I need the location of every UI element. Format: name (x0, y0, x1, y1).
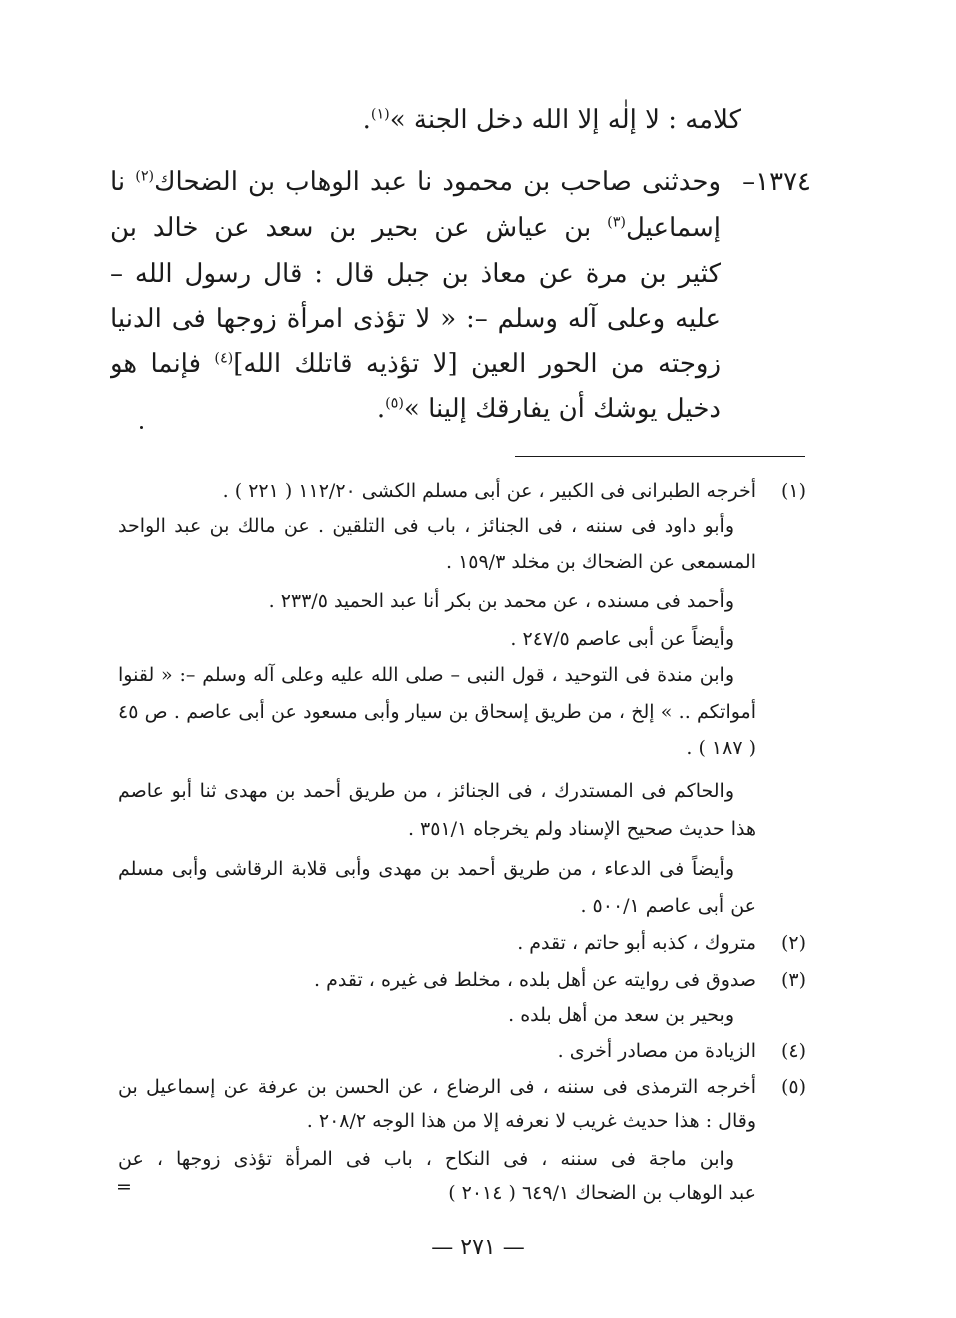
footnote-1-line-2: وأبو داود فى سننه ، فى الجنائز ، باب فى التلقين . عن مالك بن عبد الواحد (118, 515, 734, 537)
footnote-label-3: (٣) (780, 969, 806, 991)
footnote-1-line-5: وأيضاً عن أبى عاصم ٢٤٧/٥ . (510, 628, 734, 650)
footnote-label-2: (٢) (780, 932, 806, 954)
footnote-1-line-10: هذا حديث صحيح الإسناد ولم يخرجاه ٣٥١/١ . (407, 818, 756, 840)
footnote-separator (515, 456, 805, 457)
footnote-5-line-4: عبد الوهاب بن الضحاك ٦٤٩/١ ( ٢٠١٤ ) (448, 1182, 756, 1204)
footnote-1-line-9: والحاكم فى المستدرك ، فى الجنائز ، من طريق أحمد بن مهدى ثنا أبو عاصم (118, 780, 734, 802)
main-text-segment: . (376, 394, 386, 424)
footnote-1-line-1: أخرجه الطبرانى فى الكبير ، عن أبى مسلم الكشى ١١٢/٢٠ ( ٢٢١ ) . (222, 480, 756, 502)
main-text-segment: وحدثنى صاحب بن محمود نا عبد الوهاب بن الضحاك (154, 167, 721, 197)
page-number: — ٢٧١ — (431, 1235, 525, 1260)
main-line-4: كثير بن مرة عن معاذ بن جبل قال : قال رسول الله – (110, 259, 721, 289)
footnote-5-line-1: أخرجه الترمذى فى سننه ، فى الرضاع ، عن الحسن بن عرفة عن إسماعيل بن (118, 1076, 756, 1098)
footnote-ref-4[interactable]: (٤) (214, 350, 234, 367)
footnote-1-line-4: وأحمد فى مسنده ، عن محمد بن بكر أنا عبد الحميد ٢٣٣/٥ . (268, 590, 734, 612)
footnote-2-line-1: متروك ، كذبه أبو حاتم ، تقدم . (517, 932, 756, 954)
stray-dot (140, 426, 143, 429)
main-line-5: عليه وعلى آله وسلم –: « لا تؤذى امرأة زوجها فى الدنيا (110, 304, 721, 334)
main-text-segment: إسماعيل (625, 213, 721, 243)
main-text-segment: بن عياش عن بحير بن سعد عن خالد بن (110, 213, 592, 243)
footnote-label-4: (٤) (780, 1040, 806, 1062)
main-text-segment: نا (110, 167, 126, 197)
main-line-2 (110, 162, 721, 202)
main-line-6 (110, 344, 721, 384)
footnote-1-line-7: أمواتكم .. » إلخ ، من طريق إسحاق بن سيار وأبى مسعود عن أبى عاصم . ص ٤٥ (118, 701, 756, 723)
footnote-label-1: (١) (780, 480, 806, 502)
footnote-1-line-12: عن أبى عاصم ٥٠٠/١ . (580, 895, 756, 917)
main-text-segment: فإنما هو (110, 349, 202, 379)
main-text-segment: كلامه : لا إلٰه إلا الله دخل الجنة » (389, 105, 741, 135)
main-text-segment: زوجته من الحور العين [لا تؤذيه قاتلك الله] (233, 349, 721, 379)
footnote-3-line-2: وبحير بن سعد من أهل بلده . (508, 1004, 734, 1026)
footnote-5-line-2: وقال : هذا حديث غريب لا نعرفه إلا من هذا الوجه ٢٠٨/٢ . (306, 1110, 756, 1132)
footnote-3-line-1: صدوق فى روايته عن أهل بلده ، مخلط فى غيره ، تقدم . (314, 969, 756, 991)
footnote-1-line-8: ( ١٨٧ ) . (686, 737, 756, 759)
footnote-ref-1[interactable]: (١) (370, 106, 390, 123)
continuation-mark: = (116, 1176, 132, 1198)
footnote-1-line-6: وابن مندة فى التوحيد ، قول النبى – صلى الله عليه وعلى آله وسلم –: « لقنوا (118, 664, 734, 686)
footnote-ref-5[interactable]: (٥) (385, 395, 404, 412)
footnote-ref-3[interactable]: (٣) (607, 214, 626, 231)
footnote-1-line-3: المسمعى عن الضحاك بن مخلد ١٥٩/٣ . (445, 551, 756, 573)
main-text-segment: . (362, 105, 371, 135)
footnote-ref-2[interactable]: (٢) (135, 168, 155, 185)
footnote-label-5: (٥) (780, 1076, 806, 1098)
main-text-segment: دخيل يوشك أن يفارقك إلينا » (403, 394, 721, 424)
main-line-1 (363, 100, 741, 140)
footnote-4-line-1: الزيادة من مصادر أخرى . (557, 1040, 756, 1062)
main-line-7 (377, 389, 721, 429)
hadith-number: ١٣٧٤– (742, 167, 811, 197)
footnote-1-line-11: وأيضاً فى الدعاء ، من طريق أحمد بن مهدى وأبى قلابة الرقاشى وأبى مسلم (118, 858, 734, 880)
main-line-3 (110, 208, 721, 248)
footnote-5-line-3: وابن ماجة فى سننه ، فى النكاح ، باب فى المرأة تؤذى زوجها ، عن (118, 1148, 734, 1170)
